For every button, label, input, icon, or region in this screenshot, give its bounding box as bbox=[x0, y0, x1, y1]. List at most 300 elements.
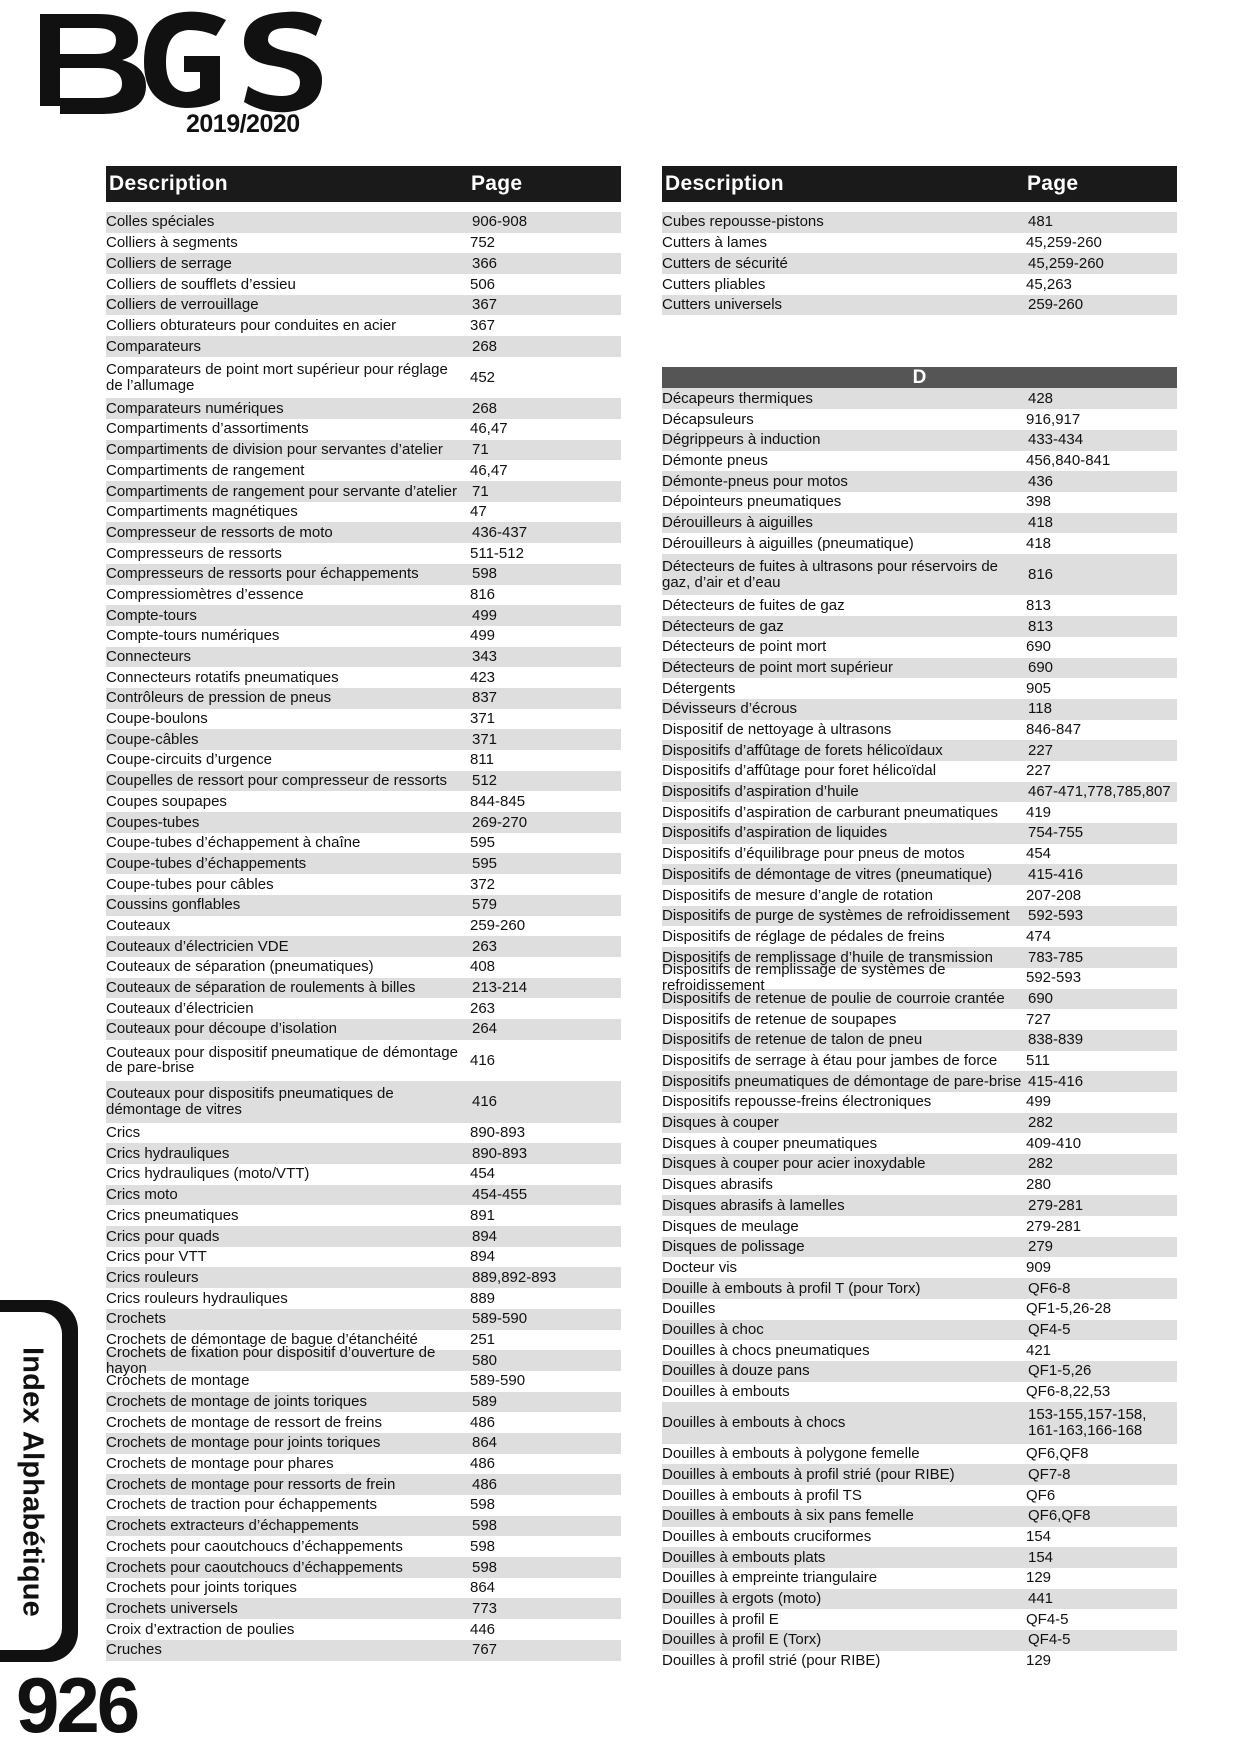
entry-page: 589-590 bbox=[472, 1310, 528, 1328]
entry-page: 436-437 bbox=[472, 523, 528, 541]
index-row bbox=[662, 533, 1177, 554]
entry-description: Compresseurs de ressorts bbox=[106, 544, 282, 562]
index-row bbox=[662, 1568, 1177, 1589]
entry-description: Crochets pour caoutchoucs d’échappements bbox=[106, 1558, 403, 1576]
index-row bbox=[106, 1598, 621, 1619]
index-row bbox=[662, 823, 1177, 844]
index-row bbox=[662, 1444, 1177, 1465]
entry-description: Coupelles de ressort pour compresseur de ressorts bbox=[106, 772, 447, 790]
entry-page: 837 bbox=[472, 689, 498, 707]
index-row bbox=[106, 357, 621, 399]
entry-page: 816 bbox=[1028, 565, 1054, 583]
entry-description: Coupes soupapes bbox=[106, 792, 227, 810]
entry-page: 589 bbox=[472, 1393, 498, 1411]
page-number: 926 bbox=[16, 1661, 138, 1749]
entry-page: 433-434 bbox=[1028, 431, 1084, 449]
entry-page: 905 bbox=[1026, 679, 1052, 697]
entry-page: 727 bbox=[1026, 1010, 1052, 1028]
index-column-left bbox=[106, 166, 621, 1661]
entry-description: Dispositifs de retenue de soupapes bbox=[662, 1010, 897, 1028]
entry-description: Démonte pneus bbox=[662, 451, 768, 469]
entry-description: Douilles à chocs pneumatiques bbox=[662, 1341, 870, 1359]
entry-page: 227 bbox=[1026, 762, 1052, 780]
entry-page: 416 bbox=[470, 1051, 496, 1069]
entry-description: Compartiments de division pour servantes d’atelier bbox=[106, 441, 443, 459]
index-row bbox=[106, 667, 621, 688]
entry-description: Dispositifs repousse-freins électroniques bbox=[662, 1093, 932, 1111]
entry-description: Couteaux pour dispositifs pneumatiques de démontage de vitres bbox=[106, 1085, 394, 1118]
entry-page: 511-512 bbox=[470, 544, 524, 562]
entry-description: Coupe-boulons bbox=[106, 710, 208, 728]
index-row bbox=[662, 212, 1177, 233]
index-row bbox=[106, 1536, 621, 1557]
entry-page: 251 bbox=[470, 1330, 496, 1348]
entry-page: 486 bbox=[472, 1475, 498, 1493]
index-row bbox=[106, 833, 621, 854]
entry-page: 499 bbox=[472, 606, 498, 624]
entry-page: 690 bbox=[1028, 989, 1054, 1007]
index-row bbox=[662, 513, 1177, 534]
entry-page: 118 bbox=[1028, 700, 1052, 718]
entry-page: 512 bbox=[472, 772, 498, 790]
index-row bbox=[662, 1278, 1177, 1299]
entry-description: Détergents bbox=[662, 679, 736, 697]
index-row bbox=[106, 1454, 621, 1475]
index-row bbox=[106, 315, 621, 336]
index-row bbox=[662, 253, 1177, 274]
entry-description: Cubes repousse-pistons bbox=[662, 213, 824, 231]
entry-description: Dispositif de nettoyage à ultrasons bbox=[662, 721, 892, 739]
index-row bbox=[662, 782, 1177, 803]
entry-page: 592-593 bbox=[1028, 907, 1084, 925]
entry-page: 415-416 bbox=[1028, 1072, 1084, 1090]
entry-description: Détecteurs de point mort bbox=[662, 638, 827, 656]
entry-page: 259-260 bbox=[470, 916, 526, 934]
entry-page: 264 bbox=[472, 1020, 498, 1038]
entry-description: Douilles bbox=[662, 1300, 716, 1318]
entry-page: 894 bbox=[472, 1227, 498, 1245]
index-row bbox=[662, 1609, 1177, 1630]
entry-description: Comparateurs numériques bbox=[106, 399, 284, 417]
index-row bbox=[106, 791, 621, 812]
entry-description: Dispositifs de serrage à étau pour jambes de force bbox=[662, 1052, 998, 1070]
entry-page: 486 bbox=[470, 1455, 496, 1473]
index-row bbox=[106, 957, 621, 978]
entry-description: Crochets de démontage de bague d’étanchéité bbox=[106, 1330, 418, 1348]
index-row bbox=[662, 761, 1177, 782]
entry-page: 263 bbox=[472, 937, 498, 955]
entry-page: 454-455 bbox=[472, 1186, 528, 1204]
entry-description: Crics moto bbox=[106, 1186, 178, 1204]
entry-page: 838-839 bbox=[1028, 1031, 1084, 1049]
index-row bbox=[662, 1154, 1177, 1175]
index-list-left bbox=[106, 212, 621, 1661]
entry-page: 154 bbox=[1028, 1548, 1054, 1566]
entry-description: Compressiomètres d’essence bbox=[106, 585, 304, 603]
entry-description: Crochets de montage pour ressorts de frein bbox=[106, 1475, 396, 1493]
index-row bbox=[106, 212, 621, 233]
entry-page: 408 bbox=[470, 958, 496, 976]
entry-description: Crics rouleurs bbox=[106, 1268, 199, 1286]
entry-description: Crochets de montage pour joints toriques bbox=[106, 1434, 381, 1452]
index-row bbox=[662, 926, 1177, 947]
entry-page: 259-260 bbox=[1028, 296, 1084, 314]
index-row bbox=[662, 637, 1177, 658]
entry-description: Douilles à embouts à polygone femelle bbox=[662, 1445, 920, 1463]
entry-description: Dépointeurs pneumatiques bbox=[662, 493, 842, 511]
entry-page: 268 bbox=[472, 337, 498, 355]
index-row bbox=[106, 1185, 621, 1206]
index-row bbox=[662, 740, 1177, 761]
entry-description: Disques de polissage bbox=[662, 1238, 805, 1256]
index-row bbox=[662, 1092, 1177, 1113]
entry-description: Disques de meulage bbox=[662, 1217, 799, 1235]
entry-page: 452 bbox=[470, 368, 496, 386]
index-row bbox=[106, 647, 621, 668]
entry-description: Colliers de verrouillage bbox=[106, 296, 259, 314]
entry-page: 45,263 bbox=[1026, 275, 1072, 293]
entry-page: 418 bbox=[1028, 514, 1054, 532]
entry-page: QF6,QF8 bbox=[1028, 1507, 1091, 1525]
entry-page: 129 bbox=[1026, 1652, 1052, 1670]
entry-description: Dispositifs d’affûtage de forets hélicoïdaux bbox=[662, 741, 943, 759]
header-page: Page bbox=[1027, 172, 1079, 195]
index-row bbox=[106, 853, 621, 874]
entry-page: 889,892-893 bbox=[472, 1268, 557, 1286]
entry-page: 46,47 bbox=[470, 420, 508, 438]
entry-page: QF1-5,26 bbox=[1028, 1362, 1092, 1380]
entry-page: 894 bbox=[470, 1248, 496, 1266]
index-row bbox=[662, 492, 1177, 513]
index-row bbox=[662, 699, 1177, 720]
index-row bbox=[662, 1340, 1177, 1361]
entry-description: Coupe-tubes pour câbles bbox=[106, 875, 274, 893]
entry-description: Crics rouleurs hydrauliques bbox=[106, 1289, 288, 1307]
entry-description: Connecteurs rotatifs pneumatiques bbox=[106, 668, 339, 686]
entry-page: 909 bbox=[1026, 1258, 1052, 1276]
index-row bbox=[662, 430, 1177, 451]
index-row bbox=[106, 626, 621, 647]
entry-description: Dispositifs d’équilibrage pour pneus de motos bbox=[662, 845, 965, 863]
entry-page: 213-214 bbox=[472, 979, 528, 997]
entry-page: 47 bbox=[470, 503, 487, 521]
index-list-right-d bbox=[662, 388, 1177, 1671]
entry-page: 423 bbox=[470, 668, 496, 686]
entry-page: 595 bbox=[472, 854, 498, 872]
entry-description: Crochets de montage de ressort de freins bbox=[106, 1413, 382, 1431]
index-row bbox=[106, 1343, 621, 1377]
entry-page: 279-281 bbox=[1026, 1217, 1082, 1235]
index-row bbox=[662, 906, 1177, 927]
entry-page: 864 bbox=[470, 1579, 496, 1597]
entry-page: 454 bbox=[470, 1165, 496, 1183]
index-row bbox=[106, 709, 621, 730]
section-letter-d: D bbox=[662, 367, 1177, 388]
index-row bbox=[106, 585, 621, 606]
entry-description: Disques à couper bbox=[662, 1114, 779, 1132]
index-row bbox=[662, 885, 1177, 906]
index-row bbox=[106, 978, 621, 999]
index-row bbox=[662, 274, 1177, 295]
entry-description: Crics pneumatiques bbox=[106, 1206, 239, 1224]
entry-page: 227 bbox=[1028, 741, 1054, 759]
entry-page: 499 bbox=[470, 627, 496, 645]
entry-page: 409-410 bbox=[1026, 1134, 1082, 1152]
entry-description: Colliers de soufflets d’essieu bbox=[106, 275, 296, 293]
entry-description: Crics hydrauliques bbox=[106, 1144, 230, 1162]
entry-page: 816 bbox=[470, 585, 496, 603]
index-row bbox=[662, 1651, 1177, 1672]
entry-description: Crochets pour joints toriques bbox=[106, 1579, 297, 1597]
entry-page: 754-755 bbox=[1028, 824, 1084, 842]
entry-page: 783-785 bbox=[1028, 948, 1084, 966]
entry-page: 372 bbox=[470, 875, 496, 893]
entry-page: 416 bbox=[472, 1093, 498, 1110]
entry-page: 690 bbox=[1028, 658, 1054, 676]
index-row bbox=[106, 233, 621, 254]
entry-description: Dispositifs de purge de systèmes de refroidissement bbox=[662, 907, 1010, 925]
entry-page: 129 bbox=[1026, 1569, 1052, 1587]
entry-description: Couteaux d’électricien bbox=[106, 999, 254, 1017]
bgs-logo bbox=[38, 10, 328, 142]
entry-page: 592-593 bbox=[1026, 969, 1082, 987]
entry-page: 441 bbox=[1028, 1590, 1054, 1608]
entry-page: 46,47 bbox=[470, 461, 508, 479]
entry-page: 813 bbox=[1026, 596, 1052, 614]
entry-page: 506 bbox=[470, 275, 496, 293]
entry-description: Douilles à profil strié (pour RIBE) bbox=[662, 1652, 881, 1670]
entry-description: Crochets de montage pour phares bbox=[106, 1455, 334, 1473]
entry-page: 767 bbox=[472, 1641, 498, 1659]
entry-page: 864 bbox=[472, 1434, 498, 1452]
entry-description: Couteaux pour dispositif pneumatique de démontage de pare-brise bbox=[106, 1043, 458, 1077]
entry-description: Cruches bbox=[106, 1641, 162, 1659]
index-row bbox=[662, 989, 1177, 1010]
entry-page: 45,259-260 bbox=[1026, 234, 1102, 252]
entry-description: Crochets de traction pour échappements bbox=[106, 1496, 377, 1514]
entry-description: Cutters à lames bbox=[662, 234, 768, 252]
entry-description: Colliers de serrage bbox=[106, 254, 232, 272]
index-row bbox=[662, 388, 1177, 409]
entry-description: Disques à couper pour acier inoxydable bbox=[662, 1155, 926, 1173]
catalog-year: 2019/2020 bbox=[186, 110, 300, 138]
index-row bbox=[662, 595, 1177, 616]
entry-page: 71 bbox=[472, 441, 489, 459]
index-row bbox=[106, 253, 621, 274]
entry-page: 486 bbox=[470, 1413, 496, 1431]
entry-description: Docteur vis bbox=[662, 1258, 738, 1276]
entry-description: Dispositifs de mesure d’angle de rotation bbox=[662, 886, 933, 904]
index-row bbox=[662, 471, 1177, 492]
entry-description: Coupe-câbles bbox=[106, 730, 199, 748]
index-row bbox=[662, 1175, 1177, 1196]
entry-page: QF6-8,22,53 bbox=[1026, 1383, 1111, 1401]
index-row bbox=[662, 1589, 1177, 1610]
entry-description: Douilles à douze pans bbox=[662, 1362, 810, 1380]
entry-page: QF6 bbox=[1026, 1486, 1056, 1504]
entry-page: 579 bbox=[472, 896, 498, 914]
entry-page: 367 bbox=[472, 296, 498, 314]
index-row bbox=[662, 802, 1177, 823]
index-row bbox=[106, 1371, 621, 1392]
entry-page: 371 bbox=[470, 710, 496, 728]
index-row bbox=[106, 1081, 621, 1123]
entry-page: 890-893 bbox=[472, 1144, 528, 1162]
entry-description: Couteaux de séparation de roulements à billes bbox=[106, 979, 416, 997]
entry-page: 891 bbox=[470, 1206, 496, 1224]
entry-description: Cutters de sécurité bbox=[662, 254, 788, 272]
index-row bbox=[106, 460, 621, 481]
entry-description: Coupe-tubes d’échappements bbox=[106, 854, 307, 872]
entry-page: 207-208 bbox=[1026, 886, 1082, 904]
entry-description: Contrôleurs de pression de pneus bbox=[106, 689, 332, 707]
entry-description: Décapeurs thermiques bbox=[662, 389, 813, 407]
index-row bbox=[106, 771, 621, 792]
entry-description: Douilles à embouts à chocs bbox=[662, 1414, 846, 1432]
header-page: Page bbox=[471, 172, 523, 195]
entry-description: Crics pour VTT bbox=[106, 1248, 207, 1266]
entry-description: Détecteurs de gaz bbox=[662, 617, 784, 635]
entry-description: Compartiments magnétiques bbox=[106, 503, 298, 521]
entry-description: Colles spéciales bbox=[106, 213, 215, 231]
entry-description: Douilles à embouts bbox=[662, 1383, 790, 1401]
index-row bbox=[106, 1143, 621, 1164]
entry-description: Dérouilleurs à aiguilles bbox=[662, 514, 813, 532]
index-row bbox=[106, 1123, 621, 1144]
entry-page: 268 bbox=[472, 399, 498, 417]
entry-page: 263 bbox=[470, 999, 496, 1017]
entry-description: Dispositifs d’aspiration de carburant pneumatiques bbox=[662, 803, 999, 821]
index-row bbox=[662, 720, 1177, 741]
entry-description: Dispositifs de retenue de poulie de courroie crantée bbox=[662, 989, 1005, 1007]
index-row bbox=[662, 678, 1177, 699]
entry-description: Crics bbox=[106, 1124, 141, 1142]
index-row bbox=[662, 1630, 1177, 1651]
entry-page: 595 bbox=[470, 834, 496, 852]
entry-page: 282 bbox=[1028, 1155, 1054, 1173]
entry-page: 773 bbox=[472, 1599, 498, 1617]
entry-description: Détecteurs de fuites à ultrasons pour réservoirs de gaz, d’air et d’eau bbox=[662, 557, 998, 591]
entry-description: Douilles à ergots (moto) bbox=[662, 1590, 822, 1608]
entry-page: QF6-8 bbox=[1028, 1279, 1071, 1297]
entry-page: 890-893 bbox=[470, 1124, 526, 1142]
index-row bbox=[106, 1267, 621, 1288]
entry-page: 153-155,157-158, 161-163,166-168 bbox=[1028, 1406, 1147, 1439]
index-row bbox=[106, 1205, 621, 1226]
entry-description: Coupes-tubes bbox=[106, 813, 200, 831]
entry-page: 844-845 bbox=[470, 792, 526, 810]
entry-page: 889 bbox=[470, 1289, 496, 1307]
index-row bbox=[106, 564, 621, 585]
entry-page: 580 bbox=[472, 1351, 498, 1369]
entry-page: 690 bbox=[1026, 638, 1052, 656]
entry-page: 467-471,778,785,807 bbox=[1028, 783, 1171, 801]
index-row bbox=[662, 1195, 1177, 1216]
entry-page: 45,259-260 bbox=[1028, 254, 1104, 272]
entry-description: Crochets extracteurs d’échappements bbox=[106, 1517, 359, 1535]
index-row bbox=[106, 874, 621, 895]
index-row bbox=[662, 1113, 1177, 1134]
entry-description: Coussins gonflables bbox=[106, 896, 241, 914]
index-row bbox=[662, 864, 1177, 885]
entry-description: Douilles à profil E bbox=[662, 1610, 779, 1628]
entry-description: Douilles à embouts à six pans femelle bbox=[662, 1507, 914, 1525]
entry-page: 811 bbox=[470, 751, 494, 769]
entry-description: Couteaux bbox=[106, 916, 171, 934]
entry-page: 589-590 bbox=[470, 1372, 526, 1390]
entry-page: QF6,QF8 bbox=[1026, 1445, 1089, 1463]
entry-description: Comparateurs de point mort supérieur pour réglage de l’allumage bbox=[106, 360, 448, 394]
entry-description: Compartiments de rangement bbox=[106, 461, 305, 479]
entry-page: 598 bbox=[472, 1517, 498, 1535]
entry-description: Compresseurs de ressorts pour échappements bbox=[106, 565, 419, 583]
entry-description: Détecteurs de point mort supérieur bbox=[662, 658, 893, 676]
index-row bbox=[106, 1392, 621, 1413]
entry-description: Dispositifs d’aspiration d’huile bbox=[662, 783, 859, 801]
index-row bbox=[106, 1309, 621, 1330]
entry-description: Douilles à empreinte triangulaire bbox=[662, 1569, 878, 1587]
entry-page: 419 bbox=[1026, 803, 1052, 821]
index-row bbox=[662, 1257, 1177, 1278]
entry-description: Dispositifs de démontage de vitres (pneumatique) bbox=[662, 865, 993, 883]
entry-page: 456,840-841 bbox=[1026, 451, 1111, 469]
index-row bbox=[106, 1040, 621, 1082]
entry-description: Coupe-tubes d’échappement à chaîne bbox=[106, 834, 361, 852]
entry-description: Disques abrasifs bbox=[662, 1176, 773, 1194]
entry-description: Couteaux pour découpe d’isolation bbox=[106, 1020, 337, 1038]
index-row bbox=[662, 1216, 1177, 1237]
entry-description: Dispositifs d’affûtage pour foret hélicoïdal bbox=[662, 762, 937, 780]
index-row bbox=[662, 1237, 1177, 1258]
entry-page: 415-416 bbox=[1028, 865, 1084, 883]
index-row bbox=[106, 336, 621, 357]
index-row bbox=[662, 616, 1177, 637]
index-column-right bbox=[662, 166, 1177, 1671]
entry-page: 371 bbox=[472, 730, 498, 748]
entry-page: 282 bbox=[1028, 1114, 1054, 1132]
index-row bbox=[106, 729, 621, 750]
entry-page: 428 bbox=[1028, 389, 1054, 407]
entry-description: Dispositifs de réglage de pédales de freins bbox=[662, 927, 945, 945]
entry-page: QF1-5,26-28 bbox=[1026, 1300, 1112, 1318]
entry-page: 418 bbox=[1026, 534, 1052, 552]
index-row bbox=[106, 1164, 621, 1185]
index-row bbox=[662, 1506, 1177, 1527]
index-row bbox=[106, 543, 621, 564]
index-row bbox=[662, 1071, 1177, 1092]
section-tab bbox=[0, 1300, 78, 1662]
index-row bbox=[662, 1402, 1177, 1444]
index-row bbox=[106, 750, 621, 771]
entry-description: Dévisseurs d’écrous bbox=[662, 700, 798, 718]
entry-page: 436 bbox=[1028, 472, 1054, 490]
index-row bbox=[106, 1578, 621, 1599]
index-row bbox=[106, 1226, 621, 1247]
entry-description: Dispositifs d’aspiration de liquides bbox=[662, 824, 888, 842]
entry-description: Disques abrasifs à lamelles bbox=[662, 1196, 845, 1214]
entry-page: QF4-5 bbox=[1028, 1631, 1071, 1649]
index-row bbox=[662, 1051, 1177, 1072]
index-row bbox=[106, 502, 621, 523]
entry-description: Crics pour quads bbox=[106, 1227, 220, 1245]
entry-page: 366 bbox=[472, 254, 498, 272]
entry-page: 398 bbox=[1026, 493, 1052, 511]
index-row bbox=[106, 936, 621, 957]
entry-description: Croix d’extraction de poulies bbox=[106, 1620, 295, 1638]
index-row bbox=[106, 1495, 621, 1516]
entry-page: 421 bbox=[1026, 1341, 1052, 1359]
index-row bbox=[106, 605, 621, 626]
